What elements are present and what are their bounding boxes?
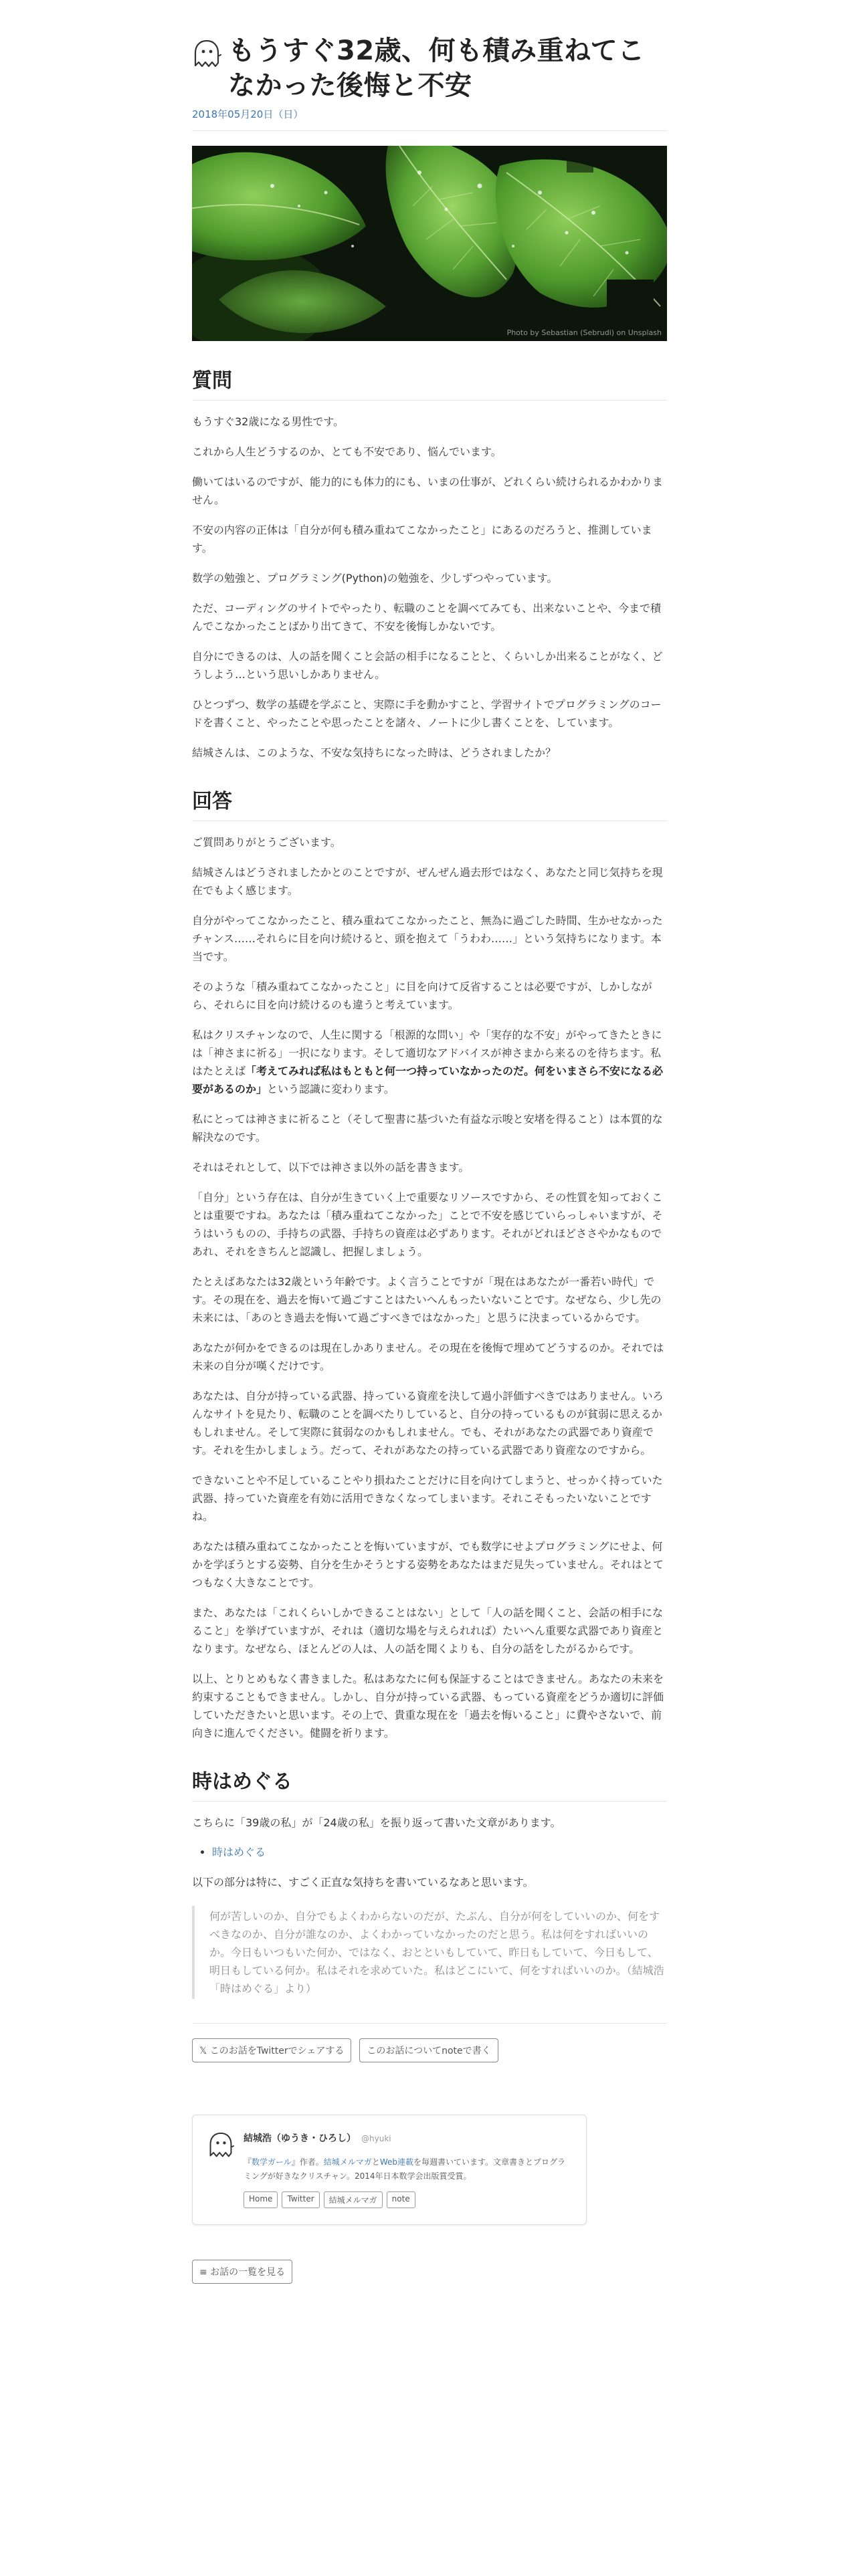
related-article-link[interactable]: 時はめぐる [212,1846,266,1858]
related-lead: 以下の部分は特に、すごく正直な気持ちを書いているなあと思います。 [192,1876,534,1889]
math-girl-link[interactable]: 数学ガール [252,2157,292,2167]
author-mailmag-link[interactable]: 結城メルマガ [324,2191,383,2208]
list-item [212,1844,667,1861]
answer-paragraph: あなたは、自分が持っている武器、持っている資産を決して過小評価すべきではありません。いろんなサイトを見たり、転職のことを調べたりしていると、自分の持っているものが貧弱に思えるかもしれません。そして実際に貧弱なのかもしれません。でも、それがあなたの武器であり資産です。それを生かしましょう。だって、それがあなたの持っている武器であり資産なのですから。 [192,1390,664,1457]
question-paragraph: 数学の勉強と、プログラミング(Python)の勉強を、少しずつやっています。 [192,572,558,584]
answer-heading: 回答 [192,784,667,821]
header-divider [192,130,667,131]
desc-text: 』作者。 [291,2157,324,2167]
desc-text: を毎週書いています。文章書きとプログラミングが好きなクリスチャン。2014年日本数学会出版賞受賞。 [244,2157,566,2181]
share-note-button[interactable]: このお話についてnoteで書く [359,2038,498,2062]
image-credit: Photo by Sebastian (Sebrudi) on Unsplash [506,328,662,337]
article-header [192,33,667,103]
answer-paragraph: たとえばあなたは32歳という年齢です。よく言うことですが「現在はあなたが一番若い時代」です。その現在を、過去を悔いて過ごすことはたいへんもったいないことです。なぜなら、少し先の未来には、「あのとき過去を悔いて過ごすべきではなかった」と思うに決まっているからです。 [192,1275,662,1324]
author-twitter-link[interactable]: Twitter [282,2191,319,2208]
author-note-link[interactable]: note [387,2191,415,2208]
footer-divider [192,2023,667,2024]
author-info [244,2131,573,2208]
related-link-list [192,1844,667,1861]
answer-paragraph: 以上、とりとめもなく書きました。私はあなたに何も保証することはできません。あなたの未来を約束することもできません。しかし、自分が持っている武器、もっている資産をどうか適切に評価していただきたいと思います。その上で、貴重な現在を「過去を悔いること」に費やさないで、前向きに進んでください。健闘を祈ります。 [192,1673,664,1739]
answer-paragraph: 結城さんはどうされましたかとのことですが、ぜんぜん過去形ではなく、あなたと同じ気持ちを現在でもよく感じます。 [192,866,663,897]
article-page [192,0,667,2284]
author-links [244,2191,573,2208]
emphasis-text: 「考えてみれば私はもともと何一つ持っていなかったのだ。何をいまさら不安になる必要があるのか」 [192,1065,664,1095]
author-home-link[interactable]: Home [244,2191,278,2208]
question-paragraph: 不安の内容の正体は「自分が何も積み重ねてこなかったこと」にあるのだろうと、推測しています。 [192,524,652,554]
answer-text: 私はクリスチャンなので、人生に関する「根源的な問い」や「実存的な不安」がやってきたときには「神さまに祈る」一択になります。そして適切なアドバイスが神さまから来るのを待ちます。私はたとえば [192,1029,662,1077]
author-description [244,2155,573,2183]
share-buttons [192,2038,667,2062]
quote-block: 何が苦しいのか、自分でもよくわからないのだが、たぶん、自分が何をしていいのか、何をすべきなのか、自分が誰なのか、よくわかっていなかったのだと思う。私は何をすればいいのか。今日もいつもいた何か、ではなく、おとといもしていて、昨日もしていて、今日もして、明日もしている何か。私はそれを求めていた。私はどこにいて、何をすればいいのか。（結城浩「時はめぐる」より） [192,1906,667,1999]
share-twitter-button[interactable]: 𝕏 このお話をTwitterでシェアする [192,2038,351,2062]
answer-paragraph: また、あなたは「これくらいしかできることはない」として「人の話を聞くこと、会話の相手になること」を挙げていますが、それは（適切な場を与えられれば）たいへん重要な武器であり資産となります。なぜなら、ほとんどの人は、人の話を聞くよりも、自分の話をしたがるからです。 [192,1606,664,1655]
question-paragraph: 働いてはいるのですが、能力的にも体力的にも、いまの仕事が、どれくらい続けられるかわかりません。 [192,475,664,506]
question-paragraph: 自分にできるのは、人の話を聞くこと会話の相手になることと、くらいしか出来ることがなく、どうしよう…という思いしかありません。 [192,650,663,681]
question-paragraph: 結城さんは、このような、不安な気持ちになった時は、どうされましたか？ [192,746,557,759]
web-serial-link[interactable]: Web連載 [379,2157,413,2167]
author-name: 結城浩（ゆうき・ひろし） [244,2133,356,2144]
author-avatar-icon [207,2131,234,2159]
page-title: もうすぐ32歳、何も積み重ねてこなかった後悔と不安 [228,35,645,101]
ghost-logo-icon [192,39,221,70]
answer-paragraph: できないことや不足していることやり損ねたことだけに目を向けてしまうと、せっかく持っていた武器、持っていた資産を有効に活用できなくなってしまいます。それこそもったいないことですね。 [192,1474,663,1523]
question-paragraph: ただ、コーディングのサイトでやったり、転職のことを調べてみても、出来ないことや、今まで積んでこなかったことばかり出てきて、不安を後悔しかないです。 [192,602,661,633]
leaves-illustration [192,146,667,341]
question-heading: 質問 [192,364,667,401]
answer-paragraph: そのような「積み重ねてこなかったこと」に目を向けて反省することは必要ですが、しかしながら、それらに目を向け続けるのも違うと考えています。 [192,980,652,1011]
related-intro: こちらに「39歳の私」が「24歳の私」を振り返って書いた文章があります。 [192,1816,561,1829]
post-date: 2018年05月20日（日） [192,108,304,120]
answer-paragraph: それはそれとして、以下では神さま以外の話を書きます。 [192,1161,470,1174]
answer-paragraph: 自分がやってこなかったこと、積み重ねてこなかったこと、無為に過ごした時間、生かせなかったチャンス……それらに目を向け続けると、頭を抱えて「うわわ……」という気持ちになります。本当です。 [192,914,663,963]
answer-paragraph: ご質問ありがとうございます。 [192,836,341,849]
desc-text: 『 [244,2157,252,2167]
mailmag-link[interactable]: 結城メルマガ [323,2157,372,2167]
answer-paragraph [192,1026,667,1098]
desc-text: と [371,2157,380,2167]
related-heading: 時はめぐる [192,1765,667,1802]
hero-image [192,146,667,341]
question-paragraph: これから人生どうするのか、とても不安であり、悩んでいます。 [192,445,502,458]
story-list-button[interactable]: ≡ お話の一覧を見る [192,2260,292,2284]
author-handle: @hyuki [361,2134,391,2143]
author-card [192,2115,587,2225]
answer-paragraph: 「自分」という存在は、自分が生きていく上で重要なリソースですから、その性質を知っておくことは重要ですね。あなたは「積み重ねてこなかった」ことで不安を感じていらっしゃいますが、そうはいうものの、手持ちの武器、手持ちの資産は必ずあります。それがどれほどささやかなものであれ、それをきちんと認識し、把握しましょう。 [192,1191,663,1258]
answer-paragraph: あなたは積み重ねてこなかったことを悔いていますが、でも数学にせよプログラミングにせよ、何かを学ぼうとする姿勢、自分を生かそうとする姿勢をあなたはまだ見失っていません。それはとてつもなく大きなことです。 [192,1540,664,1589]
answer-paragraph: あなたが何かをできるのは現在しかありません。その現在を後悔で埋めてどうするのか。それでは未来の自分が嘆くだけです。 [192,1341,664,1372]
question-paragraph: もうすぐ32歳になる男性です。 [192,415,345,428]
answer-paragraph: 私にとっては神さまに祈ること（そして聖書に基づいた有益な示唆と安堵を得ること）は本質的な解決なのです。 [192,1113,663,1144]
question-paragraph: ひとつずつ、数学の基礎を学ぶこと、実際に手を動かすこと、学習サイトでプログラミングのコードを書くこと、やったことや思ったことを諸々、ノートに少し書くことを、しています。 [192,698,662,729]
answer-text: という認識に変わります。 [267,1083,395,1095]
author-name-row [244,2131,573,2145]
